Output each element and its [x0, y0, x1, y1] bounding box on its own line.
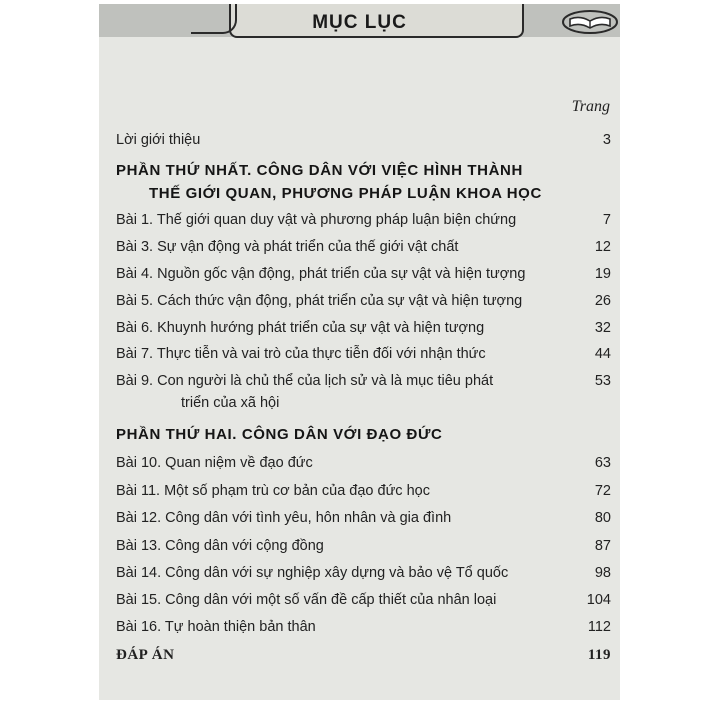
part1-heading-line1: PHẦN THỨ NHẤT. CÔNG DÂN VỚI VIỆC HÌNH THÀNH	[116, 162, 523, 179]
toc-row-label: Bài 15. Công dân với một số vấn đề cấp thiết của nhân loại	[116, 592, 497, 608]
toc-row-page: 104	[586, 592, 611, 608]
toc-row-page: 44	[594, 346, 611, 362]
toc-row-label: Bài 12. Công dân với tình yêu, hôn nhân và gia đình	[116, 510, 452, 526]
toc-row-label: Bài 7. Thực tiễn và vai trò của thực tiễn đối với nhận thức	[116, 346, 486, 362]
book-page	[99, 4, 620, 700]
toc-row-label: Bài 9. Con người là chủ thể của lịch sử và là mục tiêu phát	[116, 373, 494, 389]
toc-row-page: 26	[594, 293, 611, 309]
toc-row-page: 87	[594, 538, 611, 554]
toc-row-label: Bài 4. Nguồn gốc vận động, phát triển của sự vật và hiện tượng	[116, 266, 526, 282]
toc-row-page: 72	[594, 483, 611, 499]
toc-answers-page: 119	[587, 647, 611, 663]
toc-row-page: 12	[594, 239, 611, 255]
toc-intro-label: Lời giới thiệu	[116, 132, 201, 148]
toc-intro-page: 3	[602, 132, 611, 148]
toc-row-page: 19	[594, 266, 611, 282]
page-column-label: Trang	[571, 98, 610, 115]
toc-row-label: Bài 5. Cách thức vận động, phát triển của sự vật và hiện tượng	[116, 293, 523, 309]
toc-row-page: 32	[594, 320, 611, 336]
toc-row-page: 63	[594, 455, 611, 471]
toc-row-label: Bài 13. Công dân với cộng đồng	[116, 538, 324, 554]
toc-row-label: Bài 14. Công dân với sự nghiệp xây dựng và bảo vệ Tổ quốc	[116, 565, 509, 581]
part1-heading-line2: THẾ GIỚI QUAN, PHƯƠNG PHÁP LUẬN KHOA HỌC	[149, 185, 542, 202]
part2-heading: PHẦN THỨ HAI. CÔNG DÂN VỚI ĐẠO ĐỨC	[116, 426, 443, 443]
toc-row-page: 98	[594, 565, 611, 581]
toc-row-label: Bài 3. Sự vận động và phát triển của thế giới vật chất	[116, 239, 459, 255]
toc-row-label: Bài 1. Thế giới quan duy vật và phương pháp luận biện chứng	[116, 212, 517, 228]
toc-answers-label: ĐÁP ÁN	[116, 647, 175, 663]
toc-row-page: 112	[587, 619, 611, 635]
toc-row-page: 80	[594, 510, 611, 526]
toc-row-label: Bài 16. Tự hoàn thiện bản thân	[116, 619, 316, 635]
toc-row-page: 53	[594, 373, 611, 389]
toc-row-label: Bài 11. Một số phạm trù cơ bản của đạo đức học	[116, 483, 430, 499]
toc-row-page: 7	[602, 212, 611, 228]
open-book-icon	[560, 9, 620, 35]
toc-row-label: Bài 10. Quan niệm về đạo đức	[116, 455, 313, 471]
toc-row-label: triển của xã hội	[181, 395, 280, 411]
page-title: MỤC LỤC	[312, 12, 407, 33]
toc-row-label: Bài 6. Khuynh hướng phát triển của sự vật và hiện tượng	[116, 320, 485, 336]
